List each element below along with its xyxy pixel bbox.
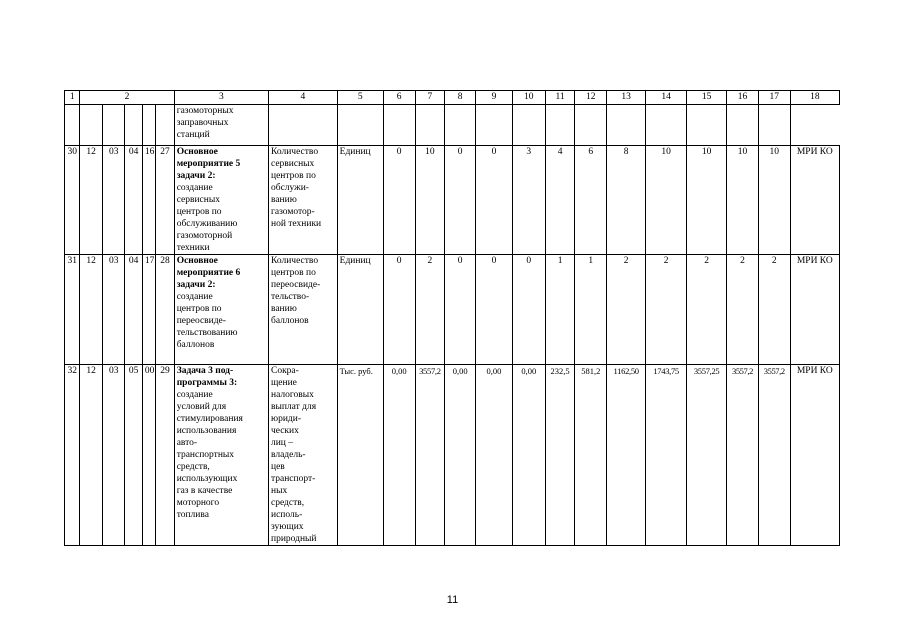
header-cell: 5	[337, 91, 383, 105]
code-cell: 04	[125, 146, 142, 255]
value-cell: 1	[575, 255, 607, 365]
value-cell: 1	[545, 255, 575, 365]
code-cell: 04	[125, 255, 142, 365]
value-cell: 1162,50	[607, 365, 646, 546]
value-cell: 2	[646, 255, 687, 365]
value-cell: 3557,2	[758, 365, 790, 546]
unit-cell: Тыс. руб.	[337, 365, 383, 546]
row-number: 32	[65, 365, 80, 546]
unit-cell: Единиц	[337, 255, 383, 365]
code-cell: 03	[102, 146, 125, 255]
value-cell: 8	[607, 146, 646, 255]
value-cell: 10	[646, 146, 687, 255]
code-cell: 03	[102, 255, 125, 365]
value-cell: 10	[727, 146, 759, 255]
indicator-name: Количество сервисных центров по обслужи- ванию газомотор- ной техники	[268, 146, 337, 255]
value-cell: 0	[512, 255, 545, 365]
header-cell: 8	[445, 91, 476, 105]
header-cell: 6	[383, 91, 415, 105]
header-cell: 14	[646, 91, 687, 105]
table-row	[65, 255, 840, 365]
unit-cell: Единиц	[337, 146, 383, 255]
code-cell: 03	[102, 365, 125, 546]
value-cell: 2	[415, 255, 445, 365]
task-title: Задача 3 под- программы 3: создание условий для стимулирования использования авто- транспортных средств, использующих газ в качестве моторного топлива	[174, 365, 268, 546]
value-cell: 0,00	[445, 365, 476, 546]
value-cell: 2	[607, 255, 646, 365]
value-cell: 3557,25	[687, 365, 727, 546]
executor-cell: МРИ КО	[790, 365, 839, 546]
header-cell: 4	[268, 91, 337, 105]
code-cell: 12	[80, 255, 103, 365]
code-cell: 05	[125, 365, 142, 546]
value-cell: 0	[445, 146, 476, 255]
value-cell: 0	[476, 255, 513, 365]
value-cell: 2	[727, 255, 759, 365]
header-cell: 7	[415, 91, 445, 105]
continuation-text: газомоторных заправочных станций	[174, 105, 268, 146]
executor-cell: МРИ КО	[790, 255, 839, 365]
code-cell: 16	[142, 146, 155, 255]
value-cell: 3557,2	[415, 365, 445, 546]
value-cell: 4	[545, 146, 575, 255]
table-row	[65, 365, 840, 546]
value-cell: 581,2	[575, 365, 607, 546]
value-cell: 0,00	[512, 365, 545, 546]
row-number: 30	[65, 146, 80, 255]
header-cell: 9	[476, 91, 513, 105]
value-cell: 3557,2	[727, 365, 759, 546]
value-cell: 0,00	[476, 365, 513, 546]
code-cell: 00	[142, 365, 155, 546]
value-cell: 0	[383, 146, 415, 255]
code-cell: 29	[156, 365, 174, 546]
header-cell: 15	[687, 91, 727, 105]
header-cell: 1	[65, 91, 80, 105]
code-cell: 28	[156, 255, 174, 365]
page-number: 11	[446, 594, 459, 606]
row-number: 31	[65, 255, 80, 365]
header-cell: 11	[545, 91, 575, 105]
event-title: Основное мероприятие 5 задачи 2: создание сервисных центров по обслуживанию газомоторной техники	[174, 146, 268, 255]
header-cell: 13	[607, 91, 646, 105]
value-cell: 0	[476, 146, 513, 255]
header-cell: 12	[575, 91, 607, 105]
value-cell: 3	[512, 146, 545, 255]
header-cell: 3	[174, 91, 268, 105]
value-cell: 0,00	[383, 365, 415, 546]
value-cell: 232,5	[545, 365, 575, 546]
header-cell: 16	[727, 91, 759, 105]
value-cell: 1743,75	[646, 365, 687, 546]
value-cell: 0	[445, 255, 476, 365]
code-cell: 27	[156, 146, 174, 255]
header-row	[65, 91, 840, 105]
header-cell: 10	[512, 91, 545, 105]
value-cell: 10	[687, 146, 727, 255]
header-cell: 18	[790, 91, 839, 105]
value-cell: 2	[687, 255, 727, 365]
executor-cell: МРИ КО	[790, 146, 839, 255]
value-cell: 10	[758, 146, 790, 255]
code-cell: 12	[80, 146, 103, 255]
header-cell: 17	[758, 91, 790, 105]
event-title: Основное мероприятие 6 задачи 2: создание центров по переосвиде- тельствованию баллонов	[174, 255, 268, 365]
indicator-name: Сокра- щение налоговых выплат для юриди- ческих лиц – владель- цев транспорт- ных средств, исполь- зующих природный	[268, 365, 337, 546]
code-cell: 17	[142, 255, 155, 365]
table-row	[65, 146, 840, 255]
value-cell: 2	[758, 255, 790, 365]
indicators-table	[64, 90, 840, 546]
value-cell: 0	[383, 255, 415, 365]
continuation-row	[65, 105, 840, 146]
value-cell: 10	[415, 146, 445, 255]
value-cell: 6	[575, 146, 607, 255]
header-cell: 2	[80, 91, 174, 105]
code-cell: 12	[80, 365, 103, 546]
indicator-name: Количество центров по переосвиде- тельство- ванию баллонов	[268, 255, 337, 365]
